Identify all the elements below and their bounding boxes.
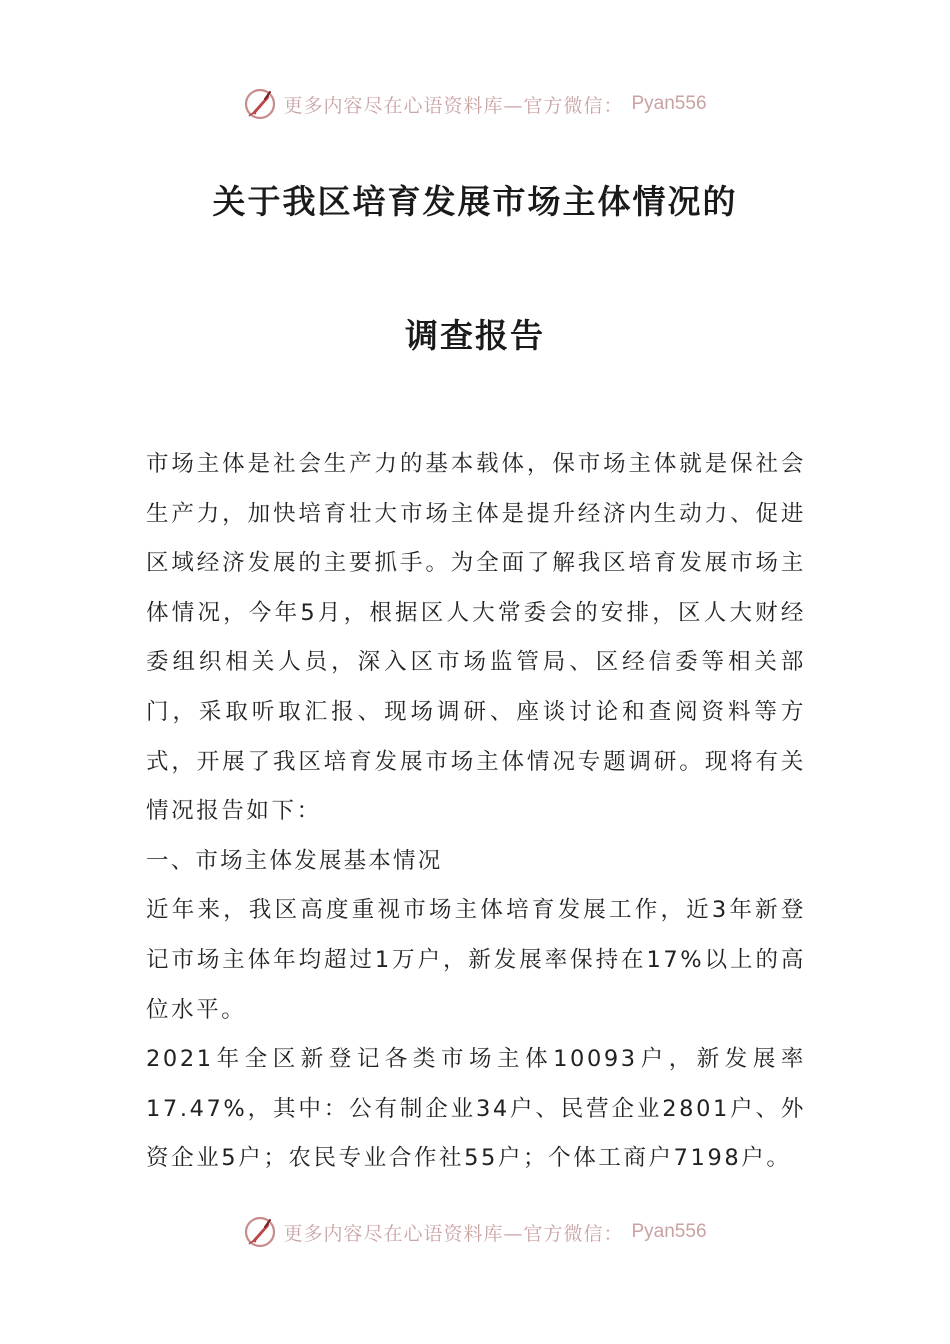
quill-pen-icon	[243, 87, 277, 121]
quill-pen-icon	[243, 1215, 277, 1249]
document-title-line1: 关于我区培育发展市场主体情况的	[212, 182, 738, 221]
watermark-wechat-id: Pyan556	[631, 1221, 707, 1242]
intro-paragraph: 市场主体是社会生产力的基本载体，保市场主体就是保社会生产力，加快培育壮大市场主体是提升经济内生动力、促进区域经济发展的主要抓手。为全面了解我区培育发展市场主体情况，今年5月，根据区人大常委会的安排，区人大财经委组织相关人员，深入区市场监管局、区经信委等相关部门，采取听取汇报、现场调研、座谈讨论和查阅资料等方式，开展了我区培育发展市场主体情况专题调研。现将有关情况报告如下：	[146, 451, 806, 825]
watermark-header	[0, 84, 950, 124]
watermark-text: 更多内容尽在心语资料库—官方微信：	[283, 1222, 624, 1245]
section-heading: 一、市场主体发展基本情况	[146, 847, 443, 874]
paragraph-2021-statistics: 2021年全区新登记各类市场主体10093户，新发展率17.47%，其中：公有制企业34户、民营企业2801户、外资企业5户；农民专业合作社55户；个体工商户7198户。	[146, 1046, 806, 1172]
watermark-text: 更多内容尽在心语资料库—官方微信：	[283, 94, 624, 117]
paragraph-growth-overview: 近年来，我区高度重视市场主体培育发展工作，近3年新登记市场主体年均超过1万户，新发展率保持在17%以上的高位水平。	[146, 897, 806, 1023]
watermark-wechat-id: Pyan556	[631, 93, 707, 114]
document-body	[146, 440, 806, 1184]
document-title-line2: 调查报告	[405, 316, 545, 355]
watermark-footer	[0, 1212, 950, 1252]
